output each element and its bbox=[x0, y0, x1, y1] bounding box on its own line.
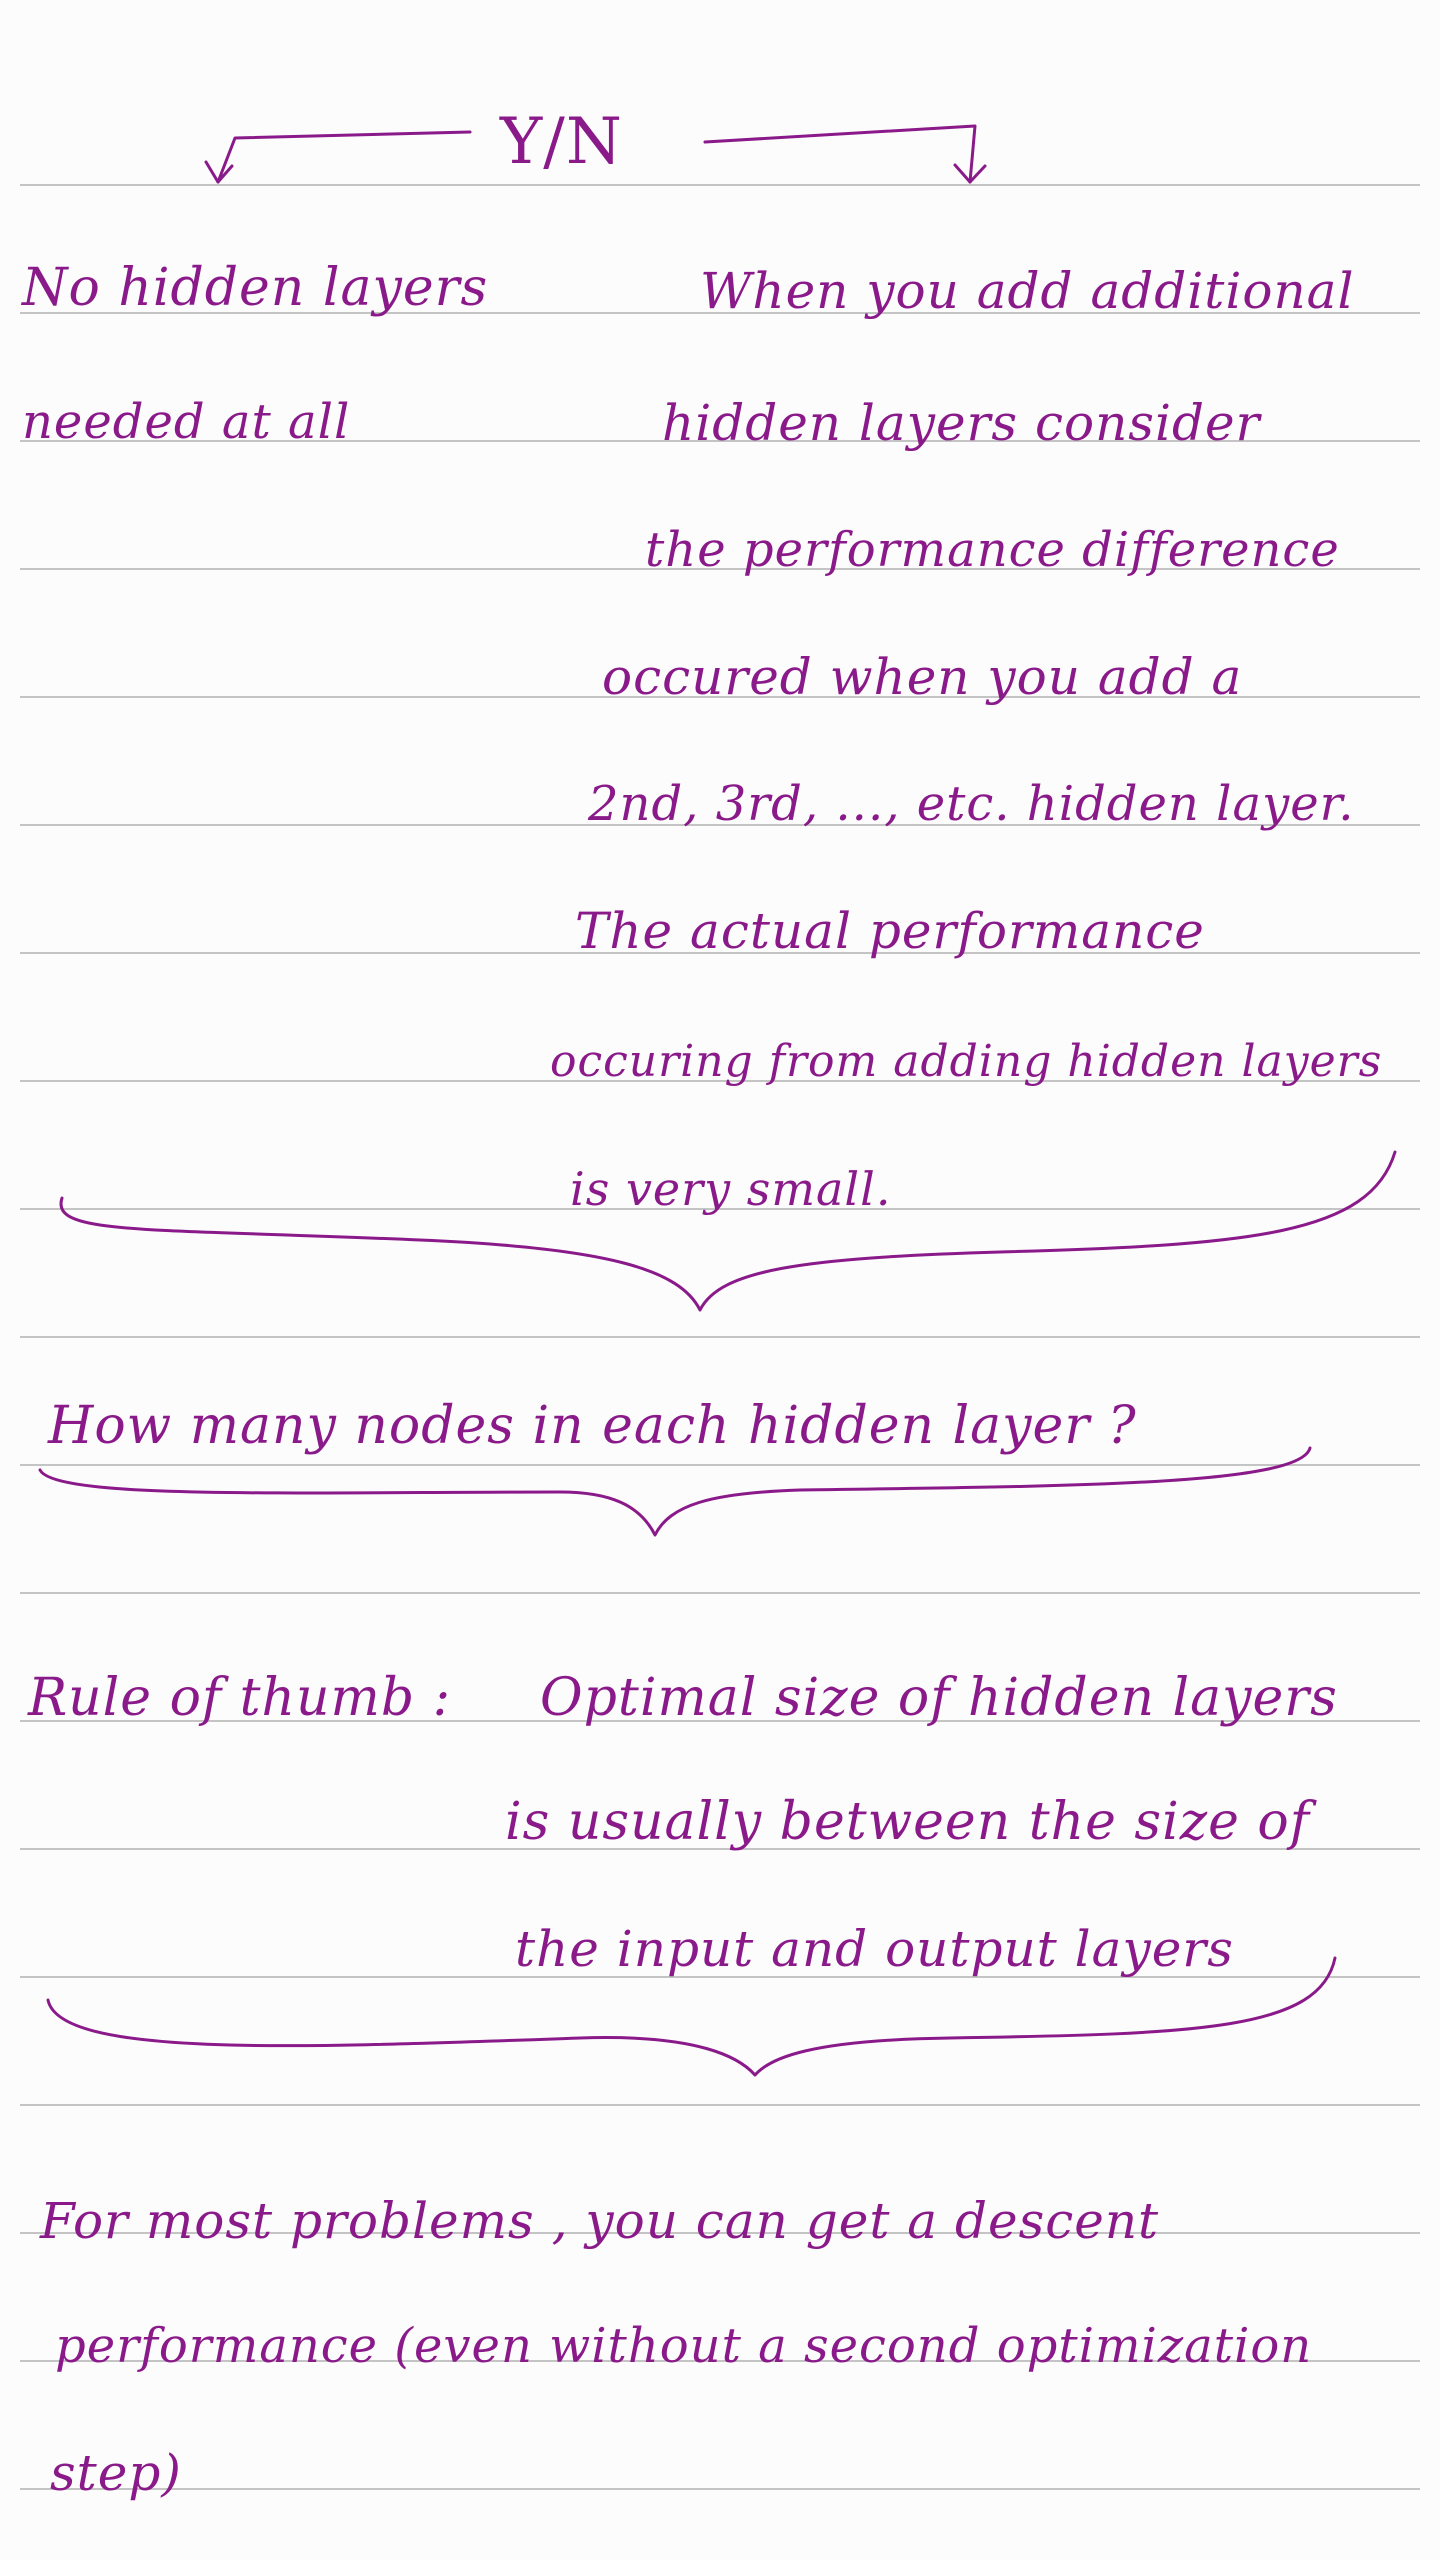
arrow-left-icon bbox=[218, 132, 470, 182]
yes-branch-line-1: When you add additional bbox=[700, 262, 1355, 320]
yes-branch-line-8: is very small. bbox=[570, 1162, 892, 1216]
yes-branch-line-3: the performance difference bbox=[645, 522, 1340, 578]
yes-branch-line-5: 2nd, 3rd, ..., etc. hidden layer. bbox=[588, 776, 1355, 832]
yes-branch-line-6: The actual performance bbox=[575, 902, 1205, 960]
rule-line-3: the input and output layers bbox=[515, 1920, 1234, 1978]
arrow-right-icon bbox=[705, 126, 975, 182]
no-branch-line-2: needed at all bbox=[22, 394, 351, 450]
brace-2-icon bbox=[40, 1448, 1310, 1535]
yes-branch-line-4: occured when you add a bbox=[602, 648, 1243, 706]
yes-no-header: Y/N bbox=[500, 105, 623, 179]
yes-branch-line-2: hidden layers consider bbox=[662, 394, 1261, 452]
question-heading: How many nodes in each hidden layer ? bbox=[48, 1396, 1137, 1456]
no-branch-line-1: No hidden layers bbox=[22, 258, 489, 318]
rule-of-thumb-label: Rule of thumb : bbox=[28, 1668, 452, 1728]
closing-line-3: step) bbox=[50, 2444, 182, 2502]
closing-line-1: For most problems , you can get a descent bbox=[40, 2192, 1160, 2250]
yes-branch-line-7: occuring from adding hidden layers bbox=[550, 1036, 1383, 1087]
rule-line-1: Optimal size of hidden layers bbox=[540, 1668, 1338, 1728]
rule-line-2: is usually between the size of bbox=[505, 1792, 1310, 1852]
closing-line-2: performance (even without a second optimization bbox=[55, 2318, 1313, 2374]
